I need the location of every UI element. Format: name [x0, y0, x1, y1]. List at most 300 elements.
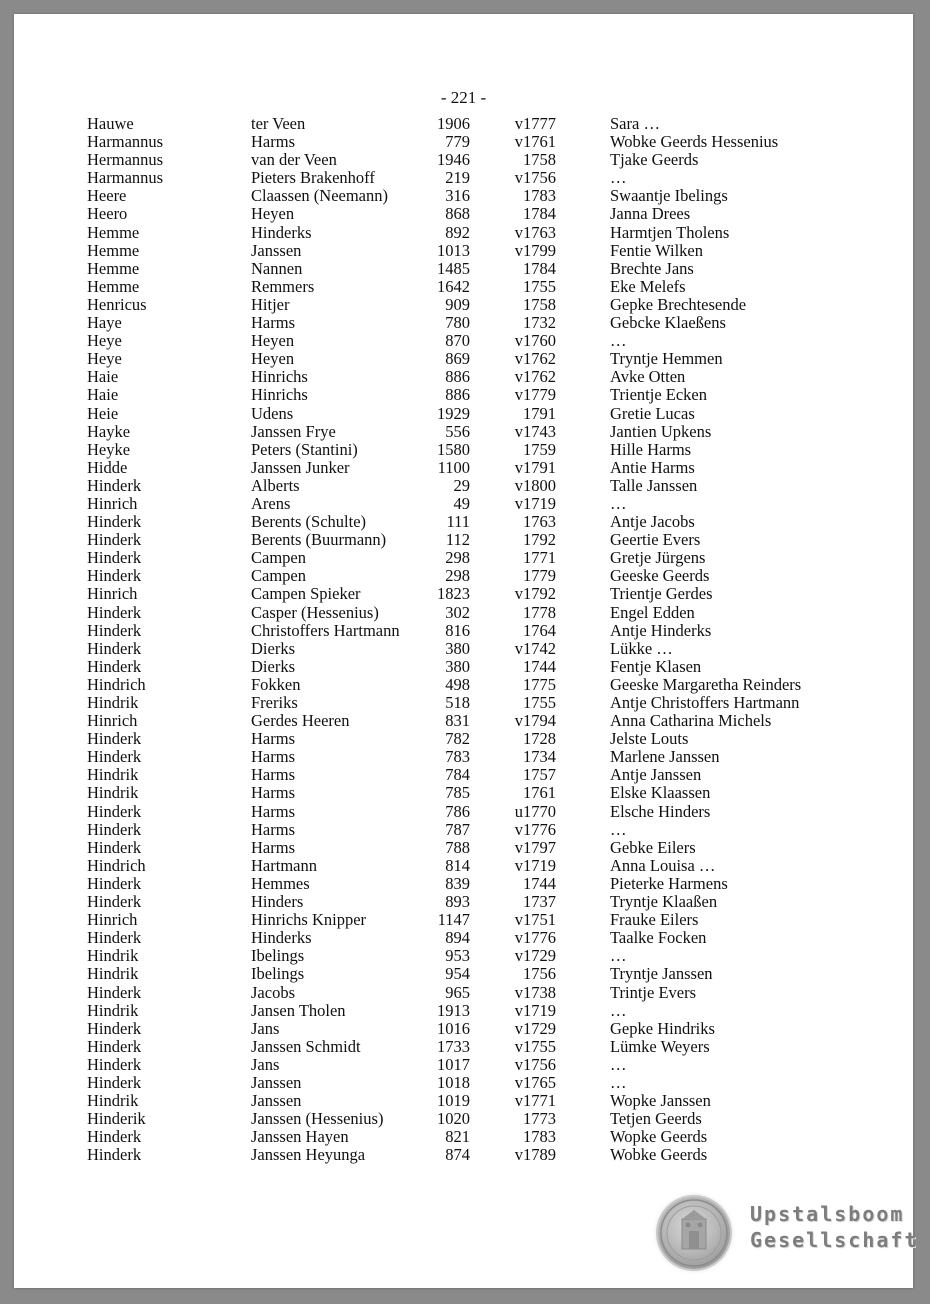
logo-text [750, 1201, 919, 1253]
surname: Hinrichs [251, 385, 308, 405]
table-row [14, 1110, 913, 1128]
given-name: Hinderk [87, 1018, 142, 1038]
spouse-name: … [610, 168, 627, 188]
surname: Nannen [251, 258, 303, 278]
spouse-name: Sara … [610, 114, 660, 133]
given-name: Hinrich [87, 711, 138, 731]
year: 1771 [523, 548, 556, 568]
spouse-name: Tryntje Hemmen [610, 349, 723, 369]
surname: Hinderks [251, 222, 312, 242]
table-row [14, 748, 913, 766]
given-name: Hinderk [87, 656, 142, 676]
year: v1719 [514, 493, 556, 513]
entry-number: 1946 [437, 150, 470, 170]
table-row [14, 224, 913, 242]
surname: Udens [251, 403, 294, 423]
surname: Peters (Stantini) [251, 439, 358, 459]
table-row [14, 730, 913, 748]
spouse-name: Wobke Geerds [610, 1145, 708, 1165]
surname: Alberts [251, 475, 300, 495]
table-row [14, 296, 913, 314]
year: 1759 [523, 439, 556, 459]
surname: Janssen Heyunga [251, 1145, 366, 1165]
table-row [14, 332, 913, 350]
spouse-name: Jelste Louts [610, 729, 689, 749]
table-row [14, 495, 913, 513]
given-name: Hemme [87, 258, 140, 278]
given-name: Hinrich [87, 493, 138, 513]
spouse-name: Geeske Margaretha Reinders [610, 674, 802, 694]
spouse-name: Fentie Wilken [610, 240, 703, 260]
table-row [14, 1128, 913, 1146]
year: v1729 [514, 946, 556, 966]
year: 1744 [523, 656, 556, 676]
surname: Pieters Brakenhoff [251, 168, 375, 188]
year: 1779 [523, 566, 556, 586]
entry-number: 786 [445, 801, 470, 821]
spouse-name: Trintje Evers [610, 982, 697, 1002]
year: v1760 [514, 331, 556, 351]
entry-number: 954 [445, 964, 470, 984]
spouse-name: Gretie Lucas [610, 403, 695, 423]
table-row [14, 1074, 913, 1092]
given-name: Haye [87, 313, 122, 333]
year: v1761 [514, 132, 556, 152]
year: v1794 [514, 711, 556, 731]
table-row [14, 585, 913, 603]
spouse-name: Pieterke Harmens [610, 873, 728, 893]
surname: ter Veen [251, 114, 306, 133]
surname: Harms [251, 783, 295, 803]
table-row [14, 513, 913, 531]
entry-number: 870 [445, 331, 470, 351]
given-name: Hinderk [87, 1036, 142, 1056]
entry-number: 316 [445, 186, 470, 206]
entry-number: 785 [445, 783, 470, 803]
given-name: Hinderk [87, 512, 142, 532]
table-row [14, 151, 913, 169]
given-name: Hinderk [87, 620, 142, 640]
year: v1762 [514, 349, 556, 369]
given-name: Hinrich [87, 910, 138, 930]
given-name: Hinderk [87, 928, 142, 948]
given-name: Hemme [87, 276, 140, 296]
year: 1784 [523, 258, 556, 278]
spouse-name: Harmtjen Tholens [610, 222, 730, 242]
year: v1771 [514, 1091, 556, 1111]
surname: Hinrichs [251, 367, 308, 387]
table-row [14, 658, 913, 676]
year: v1792 [514, 584, 556, 604]
table-row [14, 187, 913, 205]
given-name: Harmannus [87, 132, 164, 152]
surname: Berents (Buurmann) [251, 530, 387, 550]
surname: Harms [251, 765, 295, 785]
table-row [14, 1002, 913, 1020]
spouse-name: Elske Klaassen [610, 783, 711, 803]
given-name: Hayke [87, 421, 131, 441]
spouse-name: Gepke Hindriks [610, 1018, 715, 1038]
table-row [14, 405, 913, 423]
year: v1742 [514, 638, 556, 658]
year: v1789 [514, 1145, 556, 1165]
surname: Ibelings [251, 964, 305, 984]
surname: Hinders [251, 892, 304, 912]
surname: Janssen Schmidt [251, 1036, 361, 1056]
document-page [14, 14, 919, 1288]
year: 1734 [523, 747, 556, 767]
spouse-name: Wopke Geerds [610, 1127, 708, 1147]
given-name: Hinderk [87, 892, 142, 912]
year: v1743 [514, 421, 556, 441]
table-row [14, 242, 913, 260]
surname: Harms [251, 132, 295, 152]
table-row [14, 947, 913, 965]
table-row [14, 368, 913, 386]
table-row [14, 929, 913, 947]
year: 1737 [523, 892, 556, 912]
entry-number: 49 [453, 493, 470, 513]
entry-number: 831 [445, 711, 470, 731]
surname: Ibelings [251, 946, 305, 966]
entry-number: 894 [445, 928, 470, 948]
entry-list [14, 115, 913, 1164]
spouse-name: … [610, 819, 627, 839]
spouse-name: Hille Harms [610, 439, 692, 459]
table-row [14, 477, 913, 495]
year: 1763 [523, 512, 556, 532]
spouse-name: Tjake Geerds [610, 150, 699, 170]
entry-number: 782 [445, 729, 470, 749]
given-name: Hinderk [87, 1072, 142, 1092]
surname: Harms [251, 801, 295, 821]
table-row [14, 821, 913, 839]
spouse-name: Geertie Evers [610, 530, 701, 550]
spouse-name: Antje Jacobs [610, 512, 695, 532]
table-row [14, 278, 913, 296]
spouse-name: Brechte Jans [610, 258, 694, 278]
entry-number: 1013 [437, 240, 470, 260]
table-row [14, 857, 913, 875]
entry-number: 893 [445, 892, 470, 912]
spouse-name: Tryntje Janssen [610, 964, 713, 984]
given-name: Hinderk [87, 873, 142, 893]
table-row [14, 1038, 913, 1056]
table-row [14, 423, 913, 441]
table-row [14, 205, 913, 223]
year: 1732 [523, 313, 556, 333]
year: 1756 [523, 964, 556, 984]
spouse-name: Antje Hinderks [610, 620, 712, 640]
table-row [14, 1146, 913, 1164]
year: v1800 [514, 475, 556, 495]
surname: Campen Spieker [251, 584, 361, 604]
spouse-name: Gretje Jürgens [610, 548, 706, 568]
entry-number: 886 [445, 385, 470, 405]
entry-number: 518 [445, 693, 470, 712]
surname: Heyen [251, 331, 295, 351]
surname: Jansen Tholen [251, 1000, 346, 1020]
spouse-name: … [610, 946, 627, 966]
surname: Janssen (Hessenius) [251, 1109, 384, 1129]
given-name: Hinrich [87, 584, 138, 604]
entry-number: 1580 [437, 439, 470, 459]
year: v1762 [514, 367, 556, 387]
year: 1757 [523, 765, 556, 785]
table-row [14, 984, 913, 1002]
surname: Freriks [251, 693, 298, 712]
table-row [14, 1056, 913, 1074]
year: u1770 [514, 801, 556, 821]
surname: Janssen [251, 240, 302, 260]
table-row [14, 567, 913, 585]
table-row [14, 640, 913, 658]
table-row [14, 133, 913, 151]
surname: Janssen [251, 1091, 302, 1111]
table-row [14, 314, 913, 332]
table-row [14, 712, 913, 730]
entry-number: 1100 [437, 457, 470, 477]
year: 1778 [523, 602, 556, 622]
spouse-name: Lükke … [610, 638, 673, 658]
year: 1783 [523, 186, 556, 206]
entry-number: 380 [445, 638, 470, 658]
spouse-name: … [610, 1054, 627, 1074]
given-name: Heero [87, 204, 128, 224]
spouse-name: … [610, 493, 627, 513]
surname: Jacobs [251, 982, 295, 1002]
year: 1755 [523, 693, 556, 712]
table-row [14, 350, 913, 368]
given-name: Hermannus [87, 150, 164, 170]
surname: Campen [251, 566, 306, 586]
spouse-name: Marlene Janssen [610, 747, 720, 767]
year: v1791 [514, 457, 556, 477]
entry-number: 380 [445, 656, 470, 676]
surname: Janssen Frye [251, 421, 336, 441]
given-name: Hinderk [87, 638, 142, 658]
entry-number: 1018 [437, 1072, 470, 1092]
year: v1797 [514, 837, 556, 857]
entry-number: 909 [445, 294, 470, 314]
given-name: Hinderk [87, 1127, 142, 1147]
spouse-name: Antie Harms [610, 457, 695, 477]
given-name: Hindrik [87, 1000, 139, 1020]
spouse-name: Eke Melefs [610, 276, 686, 296]
spouse-name: Swaantje Ibelings [610, 186, 728, 206]
given-name: Hinderk [87, 801, 142, 821]
entry-number: 816 [445, 620, 470, 640]
spouse-name: Gebcke Klaeßens [610, 313, 726, 333]
entry-number: 1485 [437, 258, 470, 278]
surname: van der Veen [251, 150, 337, 170]
table-row [14, 459, 913, 477]
entry-number: 886 [445, 367, 470, 387]
entry-number: 556 [445, 421, 470, 441]
surname: Hinrichs Knipper [251, 910, 367, 930]
surname: Gerdes Heeren [251, 711, 350, 731]
spouse-name: Antje Janssen [610, 765, 702, 785]
entry-number: 821 [445, 1127, 470, 1147]
table-row [14, 549, 913, 567]
surname: Janssen Junker [251, 457, 350, 477]
entry-number: 298 [445, 548, 470, 568]
year: v1799 [514, 240, 556, 260]
year: 1758 [523, 294, 556, 314]
surname: Remmers [251, 276, 315, 296]
spouse-name: Antje Christoffers Hartmann [610, 693, 800, 712]
entry-number: 1147 [437, 910, 470, 930]
year: v1738 [514, 982, 556, 1002]
table-row [14, 965, 913, 983]
entry-number: 1642 [437, 276, 470, 296]
given-name: Heere [87, 186, 127, 206]
given-name: Haie [87, 367, 119, 387]
given-name: Haie [87, 385, 119, 405]
surname: Dierks [251, 656, 295, 676]
year: v1776 [514, 819, 556, 839]
table-row [14, 1020, 913, 1038]
spouse-name: Wopke Janssen [610, 1091, 711, 1111]
surname: Hartmann [251, 855, 317, 875]
spouse-name: Janna Drees [610, 204, 691, 224]
spouse-name: … [610, 1072, 627, 1092]
given-name: Hindrich [87, 674, 146, 694]
given-name: Hinderk [87, 1145, 142, 1165]
surname: Jans [251, 1018, 280, 1038]
given-name: Heye [87, 349, 122, 369]
table-row [14, 604, 913, 622]
entry-number: 780 [445, 313, 470, 333]
surname: Arens [251, 493, 291, 513]
table-row [14, 169, 913, 187]
upstalsboom-logo [658, 1197, 919, 1273]
surname: Harms [251, 837, 295, 857]
spouse-name: Talle Janssen [610, 475, 698, 495]
entry-number: 784 [445, 765, 470, 785]
spouse-name: Taalke Focken [610, 928, 707, 948]
entry-number: 298 [445, 566, 470, 586]
entry-number: 1823 [437, 584, 470, 604]
entry-number: 1019 [437, 1091, 470, 1111]
given-name: Hemme [87, 240, 140, 260]
table-row [14, 260, 913, 278]
spouse-name: Avke Otten [610, 367, 686, 387]
given-name: Hinderk [87, 819, 142, 839]
given-name: Hindrik [87, 765, 139, 785]
spouse-name: Geeske Geerds [610, 566, 710, 586]
spouse-name: Engel Edden [610, 602, 695, 622]
entry-number: 1906 [437, 114, 470, 133]
entry-number: 787 [445, 819, 470, 839]
year: v1779 [514, 385, 556, 405]
table-row [14, 1092, 913, 1110]
table-row [14, 694, 913, 712]
surname: Fokken [251, 674, 301, 694]
entry-number: 1913 [437, 1000, 470, 1020]
year: v1765 [514, 1072, 556, 1092]
entry-number: 788 [445, 837, 470, 857]
surname: Hitjer [251, 294, 290, 314]
surname: Harms [251, 819, 295, 839]
year: v1719 [514, 855, 556, 875]
spouse-name: Tetjen Geerds [610, 1109, 702, 1129]
entry-number: 1017 [437, 1054, 470, 1074]
year: 1784 [523, 204, 556, 224]
surname: Hinderks [251, 928, 312, 948]
logo-line-1: Upstalsboom [750, 1202, 905, 1226]
surname: Casper (Hessenius) [251, 602, 379, 622]
given-name: Henricus [87, 294, 147, 314]
table-row [14, 911, 913, 929]
surname: Jans [251, 1054, 280, 1074]
table-row [14, 893, 913, 911]
spouse-name: Fentje Klasen [610, 656, 702, 676]
given-name: Hinderk [87, 729, 142, 749]
year: 1775 [523, 674, 556, 694]
given-name: Hinderk [87, 548, 142, 568]
entry-number: 814 [445, 855, 470, 875]
year: 1728 [523, 729, 556, 749]
spouse-name: Trientje Gerdes [610, 584, 713, 604]
given-name: Hinderk [87, 1054, 142, 1074]
given-name: Hauwe [87, 114, 134, 133]
table-row [14, 766, 913, 784]
year: v1777 [514, 114, 556, 133]
given-name: Hinderk [87, 747, 142, 767]
given-name: Hindrik [87, 1091, 139, 1111]
page-number: - 221 - [440, 88, 487, 107]
table-row [14, 622, 913, 640]
table-row [14, 386, 913, 404]
spouse-name: Anna Catharina Michels [610, 711, 772, 731]
spouse-name: Jantien Upkens [610, 421, 712, 441]
entry-number: 29 [453, 475, 470, 495]
year: v1755 [514, 1036, 556, 1056]
surname: Christoffers Hartmann [251, 620, 400, 640]
entry-number: 111 [446, 512, 470, 532]
year: v1719 [514, 1000, 556, 1020]
year: 1783 [523, 1127, 556, 1147]
given-name: Hinderk [87, 982, 142, 1002]
given-name: Hinderk [87, 475, 142, 495]
table-row [14, 676, 913, 694]
year: v1763 [514, 222, 556, 242]
year: 1761 [523, 783, 556, 803]
entry-number: 112 [445, 530, 470, 550]
table-row [14, 531, 913, 549]
given-name: Hinderk [87, 602, 142, 622]
entry-number: 1733 [437, 1036, 470, 1056]
entry-number: 892 [445, 222, 470, 242]
spouse-name: Tryntje Klaaßen [610, 892, 718, 912]
entry-number: 498 [445, 674, 470, 694]
given-name: Hindrik [87, 783, 139, 803]
given-name: Heye [87, 331, 122, 351]
year: 1744 [523, 873, 556, 893]
surname: Heyen [251, 349, 295, 369]
given-name: Hindrik [87, 964, 139, 984]
spouse-name: Gepke Brechtesende [610, 294, 747, 314]
surname: Dierks [251, 638, 295, 658]
year: 1758 [523, 150, 556, 170]
spouse-name: Gebke Eilers [610, 837, 696, 857]
year: 1764 [523, 620, 556, 640]
given-name: Heyke [87, 439, 131, 459]
entry-number: 1929 [437, 403, 470, 423]
given-name: Hindrich [87, 855, 146, 875]
table-row [14, 875, 913, 893]
